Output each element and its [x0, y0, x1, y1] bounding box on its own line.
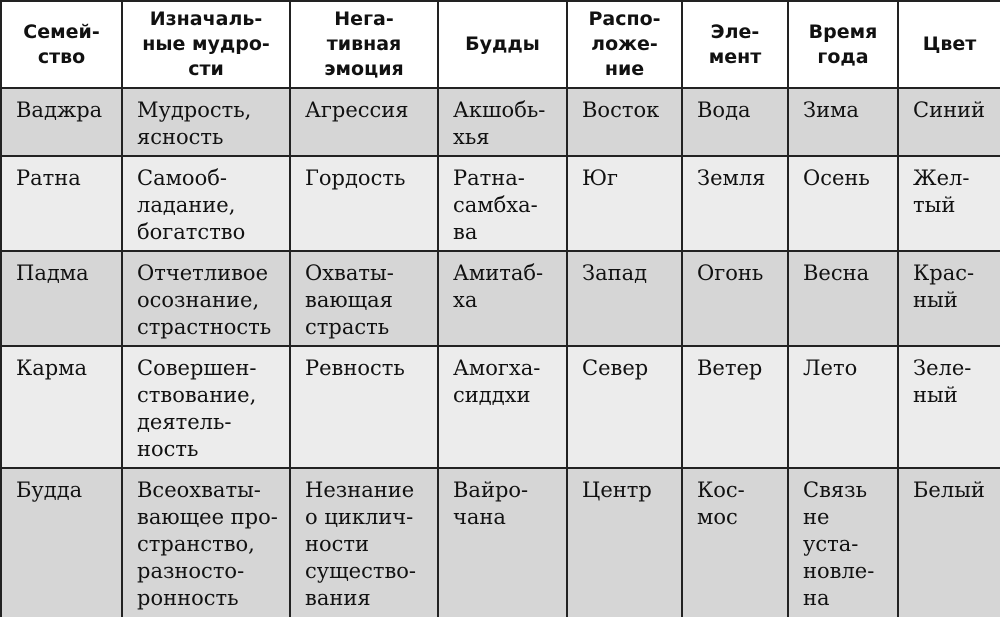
cell-buddha: Вайро- чана — [438, 468, 567, 617]
header-wisdom: Изначаль- ные мудро- сти — [122, 1, 290, 88]
table-header — [1, 1, 1000, 88]
cell-direction: Юг — [567, 156, 682, 251]
cell-color: Синий — [898, 88, 1000, 156]
cell-color: Белый — [898, 468, 1000, 617]
cell-color: Жел- тый — [898, 156, 1000, 251]
cell-color: Крас- ный — [898, 251, 1000, 346]
header-season: Время года — [788, 1, 898, 88]
cell-element: Огонь — [682, 251, 788, 346]
cell-element: Вода — [682, 88, 788, 156]
cell-emotion: Гордость — [290, 156, 438, 251]
header-family: Семей- ство — [1, 1, 122, 88]
cell-direction: Центр — [567, 468, 682, 617]
cell-family: Будда — [1, 468, 122, 617]
cell-element: Кос- мос — [682, 468, 788, 617]
cell-season: Весна — [788, 251, 898, 346]
header-row — [1, 1, 1000, 88]
cell-wisdom: Самооб- ладание, богатство — [122, 156, 290, 251]
cell-direction: Север — [567, 346, 682, 468]
cell-wisdom: Всеохваты- вающее про- странство, разносто- ронность — [122, 468, 290, 617]
table-row — [1, 346, 1000, 468]
cell-buddha: Амитаб- ха — [438, 251, 567, 346]
table-row — [1, 251, 1000, 346]
cell-buddha: Акшобь- хья — [438, 88, 567, 156]
cell-buddha: Ратна- самбха- ва — [438, 156, 567, 251]
cell-color: Зеле- ный — [898, 346, 1000, 468]
header-color: Цвет — [898, 1, 1000, 88]
cell-season: Лето — [788, 346, 898, 468]
table-row — [1, 88, 1000, 156]
table-body — [1, 88, 1000, 617]
table-row — [1, 468, 1000, 617]
cell-wisdom: Совершен- ствование, деятель- ность — [122, 346, 290, 468]
cell-emotion: Охваты- вающая страсть — [290, 251, 438, 346]
cell-wisdom: Мудрость, ясность — [122, 88, 290, 156]
header-element: Эле- мент — [682, 1, 788, 88]
cell-family: Ваджра — [1, 88, 122, 156]
cell-emotion: Незнание о циклич- ности существо- вания — [290, 468, 438, 617]
cell-season: Осень — [788, 156, 898, 251]
table-row — [1, 156, 1000, 251]
cell-family: Ратна — [1, 156, 122, 251]
cell-element: Земля — [682, 156, 788, 251]
cell-season: Зима — [788, 88, 898, 156]
cell-buddha: Амогха- сиддхи — [438, 346, 567, 468]
cell-family: Карма — [1, 346, 122, 468]
cell-wisdom: Отчетливое осознание, страстность — [122, 251, 290, 346]
header-buddha: Будды — [438, 1, 567, 88]
cell-emotion: Агрессия — [290, 88, 438, 156]
cell-season: Связь не уста- новле- на — [788, 468, 898, 617]
cell-family: Падма — [1, 251, 122, 346]
cell-emotion: Ревность — [290, 346, 438, 468]
cell-element: Ветер — [682, 346, 788, 468]
header-emotion: Нега- тивная эмоция — [290, 1, 438, 88]
cell-direction: Запад — [567, 251, 682, 346]
cell-direction: Восток — [567, 88, 682, 156]
header-direction: Распо- ложе- ние — [567, 1, 682, 88]
